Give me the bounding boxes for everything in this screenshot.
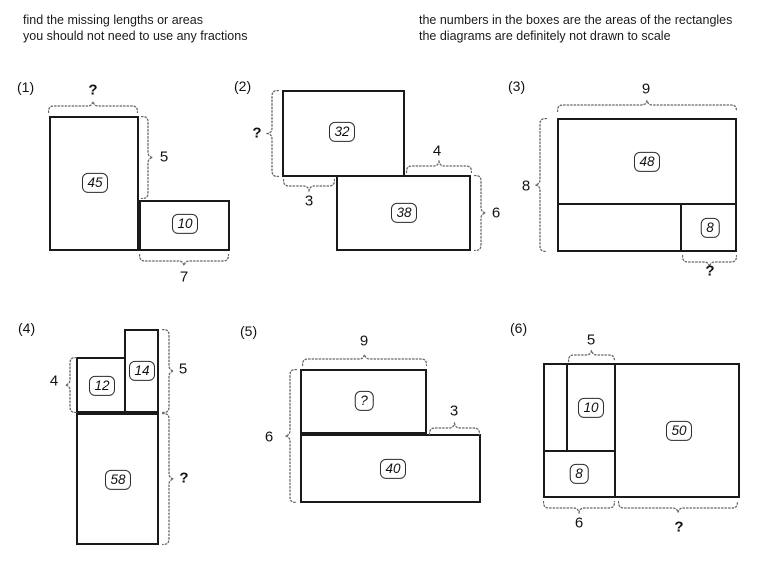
divider-line bbox=[566, 363, 568, 452]
dimension-brace-left bbox=[266, 90, 279, 177]
dimension-brace-bottom-right bbox=[618, 501, 738, 514]
area-value-box: 8 bbox=[701, 218, 720, 238]
area-value-box: 38 bbox=[391, 203, 417, 223]
header-right bbox=[419, 13, 732, 44]
dimension-label: 6 bbox=[574, 514, 584, 532]
dimension-brace-left bbox=[534, 118, 547, 252]
header-left bbox=[23, 13, 247, 44]
dimension-brace-left bbox=[284, 369, 297, 503]
dimension-brace-right bbox=[474, 175, 487, 251]
area-value-box: 58 bbox=[105, 470, 131, 490]
problem-label: (3) bbox=[508, 78, 526, 94]
area-value-box: 10 bbox=[578, 398, 604, 418]
area-value-box: 48 bbox=[634, 152, 660, 172]
area-value-box: 45 bbox=[82, 173, 108, 193]
area-value-box: 40 bbox=[380, 459, 406, 479]
dimension-label: ? bbox=[674, 518, 684, 536]
problem-label: (4) bbox=[18, 320, 36, 336]
divider-line bbox=[557, 203, 737, 205]
dimension-label: 4 bbox=[432, 142, 442, 160]
area-value-box: 12 bbox=[89, 376, 115, 396]
dimension-brace-right bbox=[141, 116, 154, 199]
dimension-brace-bottom-left bbox=[283, 179, 335, 192]
problem-label: (6) bbox=[510, 320, 528, 336]
dimension-brace-top bbox=[48, 100, 138, 113]
divider-line bbox=[614, 363, 616, 498]
dimension-label: ? bbox=[705, 262, 715, 280]
instruction-line: find the missing lengths or areas bbox=[23, 13, 203, 27]
dimension-label: 5 bbox=[178, 360, 188, 378]
area-value-box: 10 bbox=[172, 214, 198, 234]
dimension-label: 3 bbox=[449, 402, 459, 420]
instruction-line: the diagrams are definitely not drawn to scale bbox=[419, 28, 671, 43]
dimension-label: 6 bbox=[264, 428, 274, 446]
problem-label: (1) bbox=[17, 79, 35, 95]
dimension-brace-bottom bbox=[139, 254, 229, 267]
dimension-label: 8 bbox=[521, 177, 531, 195]
dimension-label: 4 bbox=[49, 372, 59, 390]
dimension-brace-right-top bbox=[162, 329, 175, 413]
dimension-brace-top bbox=[302, 353, 427, 366]
dimension-label: ? bbox=[88, 81, 98, 99]
dimension-label: ? bbox=[252, 124, 262, 142]
dimension-label: ? bbox=[179, 469, 189, 487]
problem-label: (2) bbox=[234, 78, 252, 94]
instruction-line: the numbers in the boxes are the areas of the rectangles bbox=[419, 13, 733, 27]
divider-line bbox=[543, 450, 616, 452]
dimension-brace-top-right bbox=[406, 160, 472, 173]
problem-label: (5) bbox=[240, 323, 258, 339]
dimension-brace-top bbox=[568, 349, 615, 362]
dimension-brace-top bbox=[557, 99, 737, 112]
dimension-brace-right-bottom bbox=[162, 413, 175, 545]
dimension-label: 5 bbox=[159, 148, 169, 166]
area-value-box: 14 bbox=[129, 361, 155, 381]
dimension-label: 6 bbox=[491, 204, 501, 222]
dimension-brace-bottom-left bbox=[543, 501, 615, 514]
instruction-line: you should not need to use any fractions bbox=[23, 28, 248, 43]
area-value-box: 8 bbox=[570, 464, 589, 484]
area-value-box: ? bbox=[355, 391, 374, 411]
area-value-box: 32 bbox=[329, 122, 355, 142]
dimension-label: 7 bbox=[179, 268, 189, 286]
divider-line bbox=[680, 203, 682, 252]
dimension-brace-left bbox=[64, 357, 77, 413]
dimension-label: 3 bbox=[304, 192, 314, 210]
dimension-label: 9 bbox=[359, 332, 369, 350]
area-value-box: 50 bbox=[666, 421, 692, 441]
dimension-label: 9 bbox=[641, 80, 651, 98]
dimension-label: 5 bbox=[586, 331, 596, 349]
dimension-brace-right bbox=[429, 422, 480, 435]
